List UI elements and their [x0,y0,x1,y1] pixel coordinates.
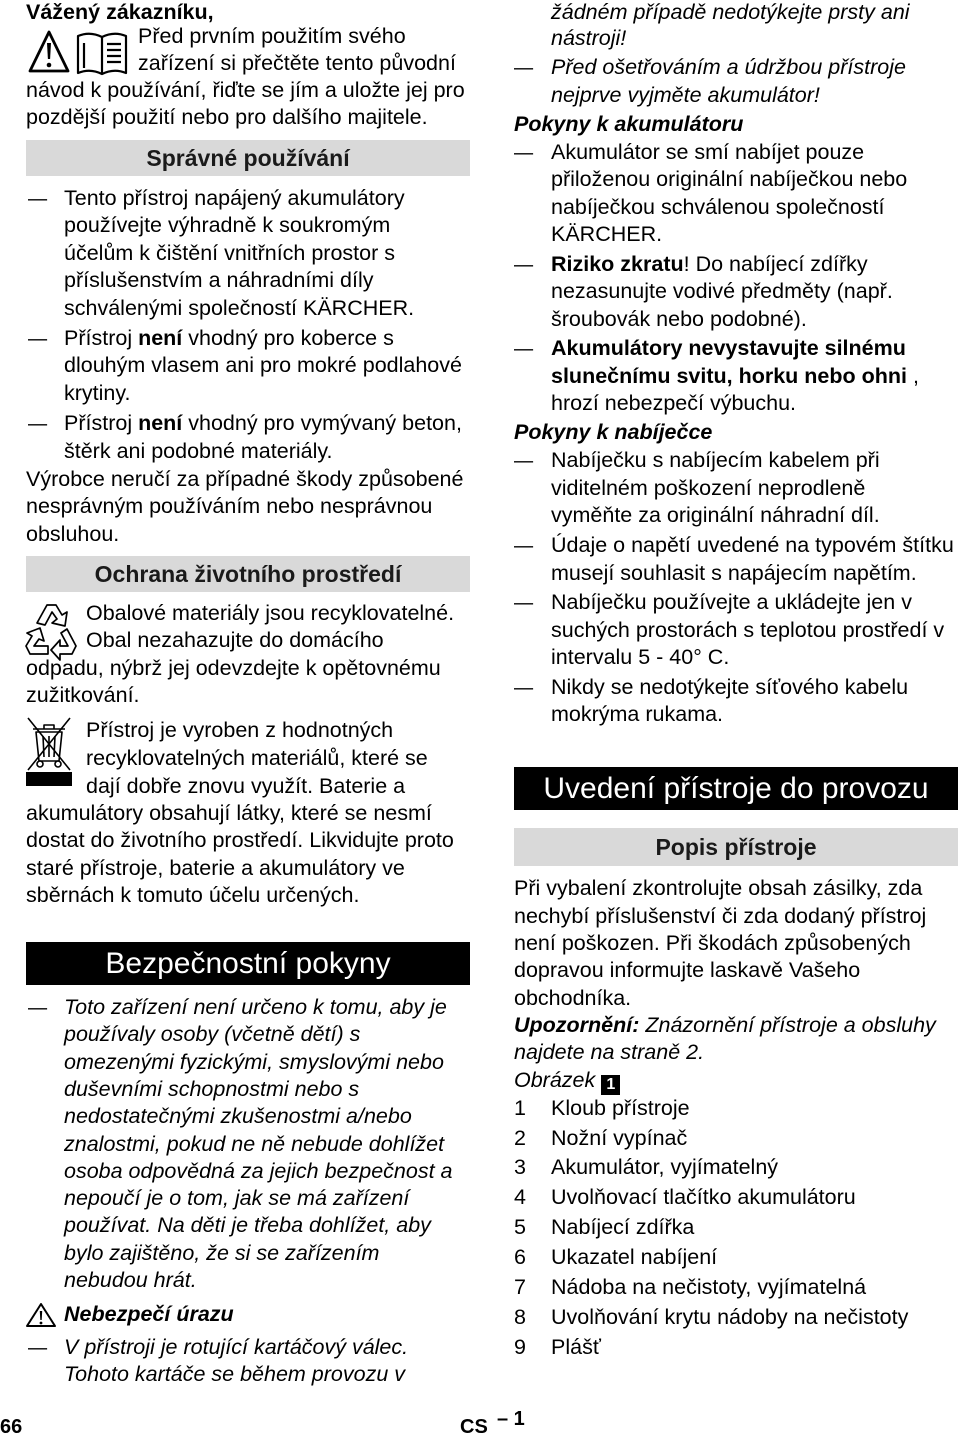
bullet-dash: – [514,590,534,614]
note-line [514,1013,936,1037]
part-number: 8 [514,1305,526,1329]
emphasis-text: není [138,326,183,350]
list-item-line: žádném případě nedotýkejte prsty ani [551,0,910,24]
manual-book-icon [78,34,126,74]
paragraph-line: zužitkování. [26,683,140,707]
list-item-line: nedostatečnými zkušenostmi a/nebo [64,1104,412,1128]
part-number: 7 [514,1275,526,1299]
list-item-line: osoba odpovědná za jejich bezpečnost a [64,1159,453,1183]
part-name: Uvolňování krytu nádoby na nečistoty [551,1305,909,1329]
list-item-line: přiloženou originální nabíječkou nebo [551,167,908,191]
list-item-line: štěrk ani podobné materiály. [64,439,333,463]
text-segment: Přístroj [64,411,139,435]
part-number: 9 [514,1335,526,1359]
part-name: Kloub přístroje [551,1096,690,1120]
note-text: Znázornění přístroje a obsluhy [639,1013,936,1037]
list-item-line: intervalu 5 - 40° C. [551,645,730,669]
figure-reference [514,1068,620,1092]
section-page-number: – 1 [497,1408,525,1430]
paragraph-line: obchodníka. [514,986,632,1010]
list-item-line: Toto zařízení není určeno k tomu, aby je [64,995,447,1019]
list-item-line: Údaje o napětí uvedené na typovém štítku [551,533,954,557]
list-item-line [64,411,462,435]
part-number: 3 [514,1155,526,1179]
bullet-dash: – [28,186,48,210]
list-item-line: vyměňte za originální náhradní díl. [551,503,880,527]
intro-line: pozdější použití nebo pro dalšího majitele. [26,105,428,129]
list-item-line [551,252,868,276]
list-item-line: krytiny. [64,381,131,405]
note-line: najdete na straně 2. [514,1040,705,1064]
figure-number-badge: 1 [601,1075,620,1095]
list-item-line [64,326,394,350]
list-item-line [551,364,919,388]
part-name: Nožní vypínač [551,1126,688,1150]
bullet-dash: – [514,675,534,699]
paragraph-line: Přístroj je vyroben z hodnotných [86,718,394,742]
text-segment: vhodný pro vymývaný beton, [182,411,462,435]
intro-icons [28,28,128,76]
list-item-line: mokrýma rukama. [551,702,724,726]
page-number: 66 [0,1416,23,1438]
paragraph-line: dostat do životního prostředí. Likvidujte proto [26,828,454,852]
chapter-heading-startup: Uvedení přístroje do provozu [514,767,958,810]
warning-icon [30,32,68,71]
bullet-dash: – [28,1335,48,1359]
bullet-dash: – [514,252,534,276]
paragraph-line: akumulátory obsahují látky, které se nesmí [26,801,432,825]
list-item-line: Akumulátor se smí nabíjet pouze [551,140,865,164]
list-item-line: Před ošetřováním a údržbou přístroje [551,55,906,79]
paragraph-line: staré přístroje, baterie a akumulátory ve [26,856,405,880]
crossed-out-bin-icon [24,714,74,788]
emphasis-text: slunečnímu svitu, horku nebo ohni [551,364,907,388]
paragraph-line: sběrnách k tomuto účelu určených. [26,883,360,907]
part-name: Nádoba na nečistoty, vyjímatelná [551,1275,867,1299]
list-item-line: Akumulátory nevystavujte silnému [551,336,906,360]
intro-line: zařízení si přečtěte tento původní [138,51,456,75]
paragraph-line: dopravou informujte laskavě Vašeho [514,958,861,982]
paragraph-line: recyklovatelných materiálů, které se [86,746,428,770]
figure-label: Obrázek [514,1068,596,1092]
greeting: Vážený zákazníku, [26,0,214,24]
section-heading-proper-use: Správné používání [26,140,470,176]
list-item-line: Nikdy se nedotýkejte síťového kabelu [551,675,909,699]
bullet-dash: – [514,55,534,79]
warning-icon [26,1302,58,1328]
list-item-line: nepoučí je o tom, jak se má zařízení [64,1186,410,1210]
list-item-line: musejí souhlasit s napájecím napětím. [551,561,917,585]
bullet-dash: – [28,995,48,1019]
list-item-line: nejprve vyjměte akumulátor! [551,83,820,107]
part-number: 5 [514,1215,526,1239]
list-item-line: Nabíječku používejte a ukládejte jen v [551,590,912,614]
list-item-line: Tento přístroj napájený akumulátory [64,186,405,210]
list-item-line: KÄRCHER. [551,222,663,246]
list-item-line: nabíječkou schválenou společností [551,195,885,219]
paragraph-line: obsluhou. [26,522,120,546]
list-item-line: schválenými společností KÄRCHER. [64,296,415,320]
paragraph-line: Výrobce neručí za případné škody způsobené [26,467,464,491]
paragraph-line: Obal nezahazujte do domácího [86,628,384,652]
subheading-charger: Pokyny k nabíječce [514,420,713,444]
paragraph-line: dají dobře znovu využít. Baterie a [86,774,406,798]
paragraph-line: není poškozen. Při škodách způsobených [514,931,911,955]
list-item-line: šroubovák nebo podobné). [551,307,807,331]
part-number: 1 [514,1096,526,1120]
text-segment: vhodný pro koberce s [182,326,394,350]
intro-line: návod k používání, řiďte se jím a uložte jej pro [26,78,465,102]
text-segment: Přístroj [64,326,139,350]
subheading-battery: Pokyny k akumulátoru [514,112,744,136]
list-item-line: duševními schopnostmi nebo s [64,1077,360,1101]
list-item-line: používejte výhradně k soukromým [64,213,391,237]
text-segment: , [906,364,919,388]
list-item-line: znalostmi, pokud ne ně nebude dohlížet [64,1132,445,1156]
emphasis-text: není [138,411,183,435]
list-item-line: používat. Na děti je třeba dohlížet, aby [64,1213,431,1237]
emphasis-text: Riziko zkratu [551,252,684,276]
list-item-line: viditelném poškození neprodleně [551,476,866,500]
subheading-injury: Nebezpečí úrazu [64,1302,234,1326]
part-name: Nabíjecí zdířka [551,1215,695,1239]
bullet-dash: – [514,533,534,557]
text-segment: ! Do nabíjecí zdířky [683,252,868,276]
list-item-line: V přístroji je rotující kartáčový válec. [64,1335,409,1359]
bullet-dash: – [28,411,48,435]
list-item-line: Nabíječku s nabíjecím kabelem při [551,448,880,472]
chapter-heading-safety: Bezpečnostní pokyny [26,942,470,985]
part-number: 4 [514,1185,526,1209]
part-name: Akumulátor, vyjímatelný [551,1155,779,1179]
paragraph-line: odpadu, nýbrž jej odevzdejte k opětovnému [26,656,441,680]
part-number: 6 [514,1245,526,1269]
note-label: Upozornění: [514,1013,640,1037]
part-name: Uvolňovací tlačítko akumulátoru [551,1185,856,1209]
list-item-line: suchých prostorách s teplotou prostředí v [551,618,945,642]
bullet-dash: – [514,140,534,164]
language-code: CS [460,1416,488,1438]
paragraph-line: nechybí příslušenství či zda dodaný přístroj [514,904,927,928]
section-heading-environment: Ochrana životního prostředí [26,556,470,592]
list-item-line: nebudou hrát. [64,1268,197,1292]
paragraph-line: nesprávným používáním nebo nesprávnou [26,494,433,518]
list-item-line: omezenými fyzickými, smyslovými nebo [64,1050,444,1074]
list-item-line: nástroji! [551,26,627,50]
list-item-line: dlouhým vlasem ani pro mokré podlahové [64,353,462,377]
bullet-dash: – [514,336,534,360]
part-name: Ukazatel nabíjení [551,1245,718,1269]
list-item-line: bylo zajištěno, že si se zařízením [64,1241,380,1265]
intro-line: Před prvním použitím svého [138,24,406,48]
list-item-line: používaly osoby (včetně dětí) s [64,1022,361,1046]
bullet-dash: – [28,326,48,350]
part-number: 2 [514,1126,526,1150]
paragraph-line: Obalové materiály jsou recyklovatelné. [86,601,455,625]
list-item-line: účelům k čištění vnitřních prostor s [64,241,395,265]
part-name: Plášť [551,1335,601,1359]
list-item-line: příslušenstvím a náhradními díly [64,268,374,292]
recycling-icon [24,598,78,664]
list-item-line: hrozí nebezpečí výbuchu. [551,391,797,415]
paragraph-line: Při vybalení zkontrolujte obsah zásilky, zda [514,876,923,900]
bullet-dash: – [514,448,534,472]
list-item-line: Tohoto kartáče se během provozu v [64,1362,406,1386]
section-heading-description: Popis přístroje [514,828,958,866]
list-item-line: nezasunujte vodivé předměty (např. [551,279,893,303]
